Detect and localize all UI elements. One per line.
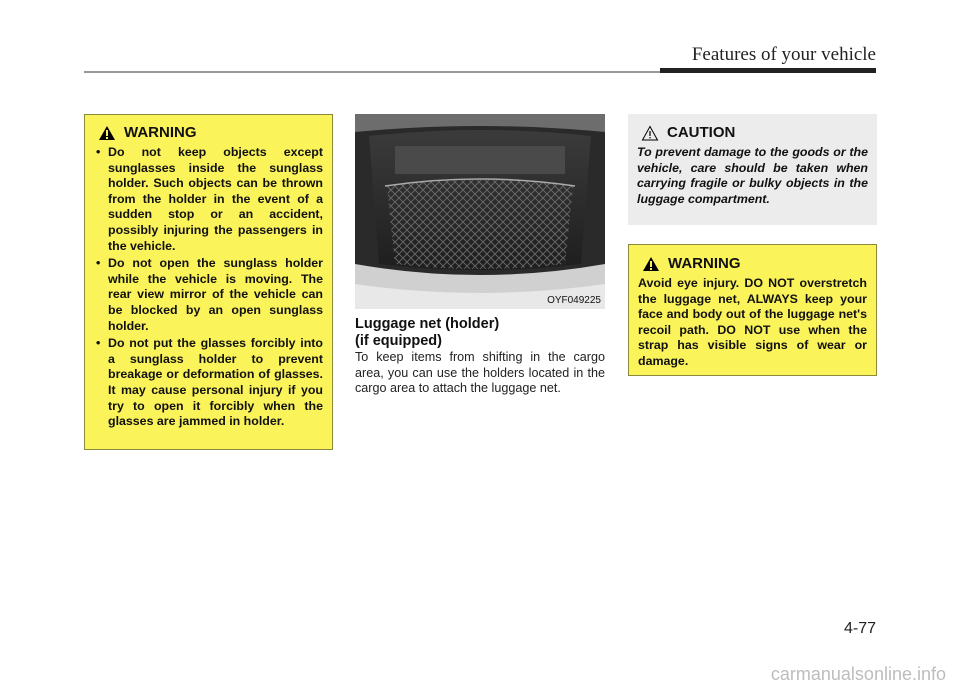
warning-heading <box>638 255 867 272</box>
caution-text: To prevent damage to the goods or the vehicle, care should be taken when carrying fragile or bulky objects in the luggage compartment. <box>637 145 868 206</box>
warning-triangle-icon <box>642 256 660 272</box>
section-title-line: Luggage net (holder) <box>355 316 500 332</box>
caution-triangle-icon <box>641 125 659 141</box>
luggage-net-photo <box>355 114 605 309</box>
warning-item: • Do not keep objects except sunglasses inside the sunglass holder. Such objects can be thrown from the holder in the event of a sudden stop or an accident, possibly injuring the passengers in the vehicle. <box>94 145 323 254</box>
luggage-net-warning-box <box>628 244 877 376</box>
figure-label: OYF049225 <box>547 295 601 306</box>
warning-item: • Do not open the sunglass holder while the vehicle is moving. The rear view mirror of the vehicle can be blocked by an open sunglass holder. <box>94 256 323 334</box>
warning-triangle-icon <box>98 125 116 141</box>
section-body: To keep items from shifting in the cargo area, you can use the holders located in the cargo area to attach the luggage net. <box>355 350 605 396</box>
caution-heading <box>637 124 868 141</box>
page-number: 4-77 <box>843 620 876 637</box>
warning-heading-text: WARNING <box>668 255 741 272</box>
caution-heading-text: CAUTION <box>667 124 736 141</box>
cargo-area-illustration <box>355 114 605 309</box>
warning-text: Avoid eye injury. DO NOT overstretch the luggage net, ALWAYS keep your face and body out of the luggage net's recoil path. DO NOT use when the strap has visible signs of wear or damage. <box>638 276 867 368</box>
warning-heading <box>94 124 323 141</box>
watermark: carmanualsonline.info <box>770 664 946 684</box>
header-rule-accent <box>660 68 876 73</box>
warning-item: • Do not put the glasses forcibly into a sunglass holder to prevent breakage or deformation of glasses. It may cause personal injury if you try to open it forcibly when the glasses are jammed in holder. <box>94 336 323 430</box>
warning-list <box>94 145 323 430</box>
header-title: Features of your vehicle <box>691 44 876 65</box>
sunglass-holder-warning-box <box>84 114 333 450</box>
section-title <box>355 316 499 350</box>
warning-heading-text: WARNING <box>124 124 197 141</box>
caution-box <box>628 114 877 225</box>
section-title-subline: (if equipped) <box>355 333 442 349</box>
